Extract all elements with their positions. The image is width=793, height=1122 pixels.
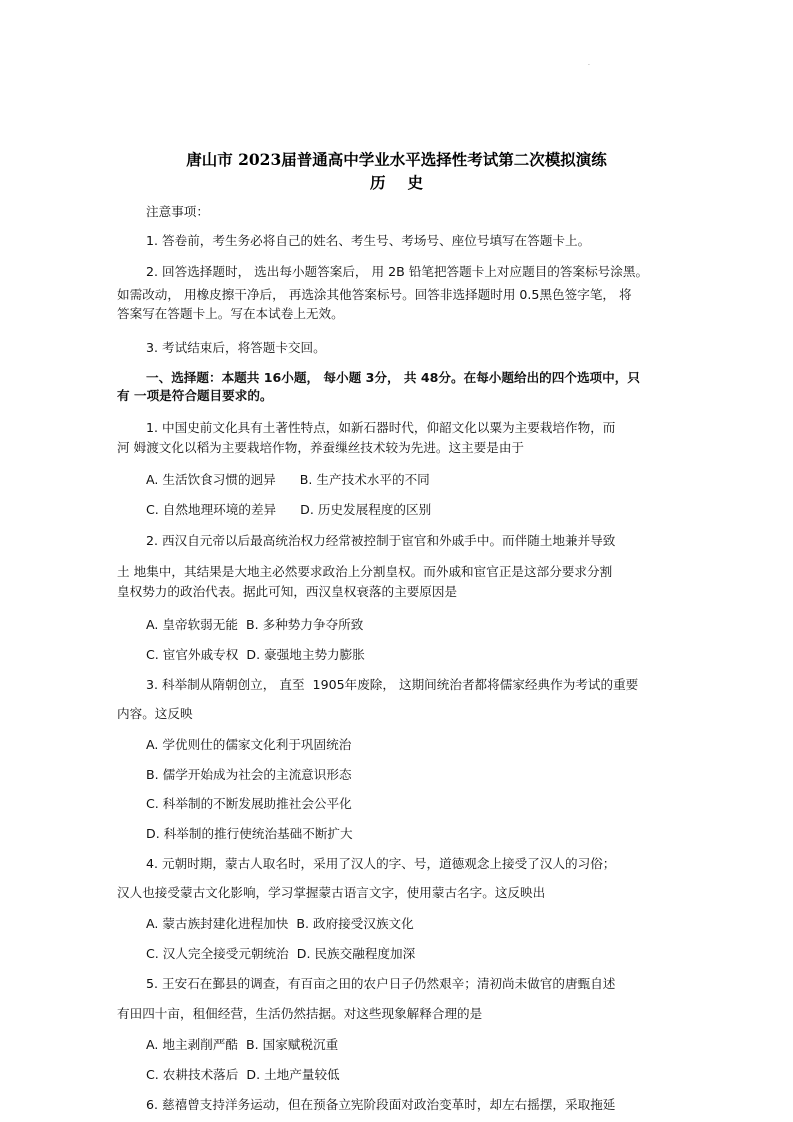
- q3-stem-line-1: 3. 科举制从隋朝创立， 直至 1905年废除， 这期间统治者都将儒家经典作为考试的重要: [146, 677, 639, 692]
- q2-stem-line-2: 土 地集中，其结果是大地主必然要求政治上分割皇权。而外戚和宦官正是这部分要求分割: [117, 564, 613, 579]
- q5-options-cd: C. 农耕技术落后 D. 土地产量较低: [146, 1067, 340, 1082]
- q5-stem-line-2: 有田四十亩，租佃经营，生活仍然拮据。对这些现象解释合理的是: [117, 1006, 483, 1021]
- q3-stem-line-2: 内容。这反映: [117, 706, 193, 721]
- q5-stem-line-1: 5. 王安石在鄞县的调查，有百亩之田的农户日子仍然艰辛；清初尚未做官的唐甄自述: [146, 976, 616, 991]
- note-item-2-line-3: 答案写在答题卡上。写在本试卷上无效。: [117, 306, 344, 321]
- exam-title: 唐山市 2023届普通高中学业水平选择性考试第二次模拟演练: [186, 150, 607, 169]
- q1-stem-line-2: 河 姆渡文化以稻为主要栽培作物，养蚕缫丝技术较为先进。这主要是由于: [117, 440, 525, 455]
- q1-stem-line-1: 1. 中国史前文化具有土著性特点，如新石器时代，仰韶文化以粟为主要栽培作物，而: [146, 420, 616, 435]
- note-item-1: 1. 答卷前，考生务必将自己的姓名、考生号、考场号、座位号填写在答题卡上。: [146, 233, 591, 248]
- q2-options-ab: A. 皇帝软弱无能 B. 多种势力争夺所致: [146, 617, 364, 632]
- notes-heading: 注意事项：: [146, 204, 209, 219]
- section-heading-line-2: 有 一项是符合题目要求的。: [117, 388, 273, 403]
- q5-options-ab: A. 地主剥削严酷 B. 国家赋税沉重: [146, 1037, 339, 1052]
- q6-stem-line-1: 6. 慈禧曾支持洋务运动，但在预备立宪阶段面对政治变革时，却左右摇摆，采取拖延: [146, 1097, 616, 1112]
- subject-title: 历史: [369, 173, 445, 192]
- q4-options-cd: C. 汉人完全接受元朝统治 D. 民族交融程度加深: [146, 946, 416, 961]
- note-item-2-line-1: 2. 回答选择题时， 选出每小题答案后， 用 2B 铅笔把答题卡上对应题目的答案标号涂黑。: [146, 264, 649, 279]
- q3-option-a: A. 学优则仕的儒家文化利于巩固统治: [146, 737, 352, 752]
- q2-options-cd: C. 宦官外戚专权 D. 豪强地主势力膨胀: [146, 647, 365, 662]
- section-heading-line-1: 一、选择题：本题共 16小题， 每小题 3分， 共 48分。在每小题给出的四个选项中，只: [146, 370, 640, 385]
- q4-options-ab: A. 蒙古族封建化进程加快 B. 政府接受汉族文化: [146, 916, 414, 931]
- q4-stem-line-2: 汉人也接受蒙古文化影响，学习掌握蒙古语言文字，使用蒙古名字。这反映出: [117, 885, 546, 900]
- q2-stem-line-3: 皇权势力的政治代表。据此可知，西汉皇权衰落的主要原因是: [117, 584, 458, 599]
- q2-stem-line-1: 2. 西汉自元帝以后最高统治权力经常被控制于宦官和外戚手中。而伴随土地兼并导致: [146, 533, 616, 548]
- note-item-2-line-2: 如需改动， 用橡皮擦干净后， 再选涂其他答案标号。回答非选择题时用 0.5黑色签字笔， 将: [117, 287, 632, 302]
- q3-option-b: B. 儒学开始成为社会的主流意识形态: [146, 767, 352, 782]
- q1-options-cd: C. 自然地理环境的差异 D. 历史发展程度的区别: [146, 502, 432, 517]
- q3-option-d: D. 科举制的推行使统治基础不断扩大: [146, 826, 353, 841]
- q3-option-c: C. 科举制的不断发展助推社会公平化: [146, 796, 352, 811]
- q4-stem-line-1: 4. 元朝时期，蒙古人取名时，采用了汉人的字、号，道德观念上接受了汉人的习俗；: [146, 856, 616, 871]
- note-item-3: 3. 考试结束后，将答题卡交回。: [146, 340, 326, 355]
- corner-dot: ·: [588, 62, 590, 69]
- q1-options-ab: A. 生活饮食习惯的迥异 B. 生产技术水平的不同: [146, 472, 430, 487]
